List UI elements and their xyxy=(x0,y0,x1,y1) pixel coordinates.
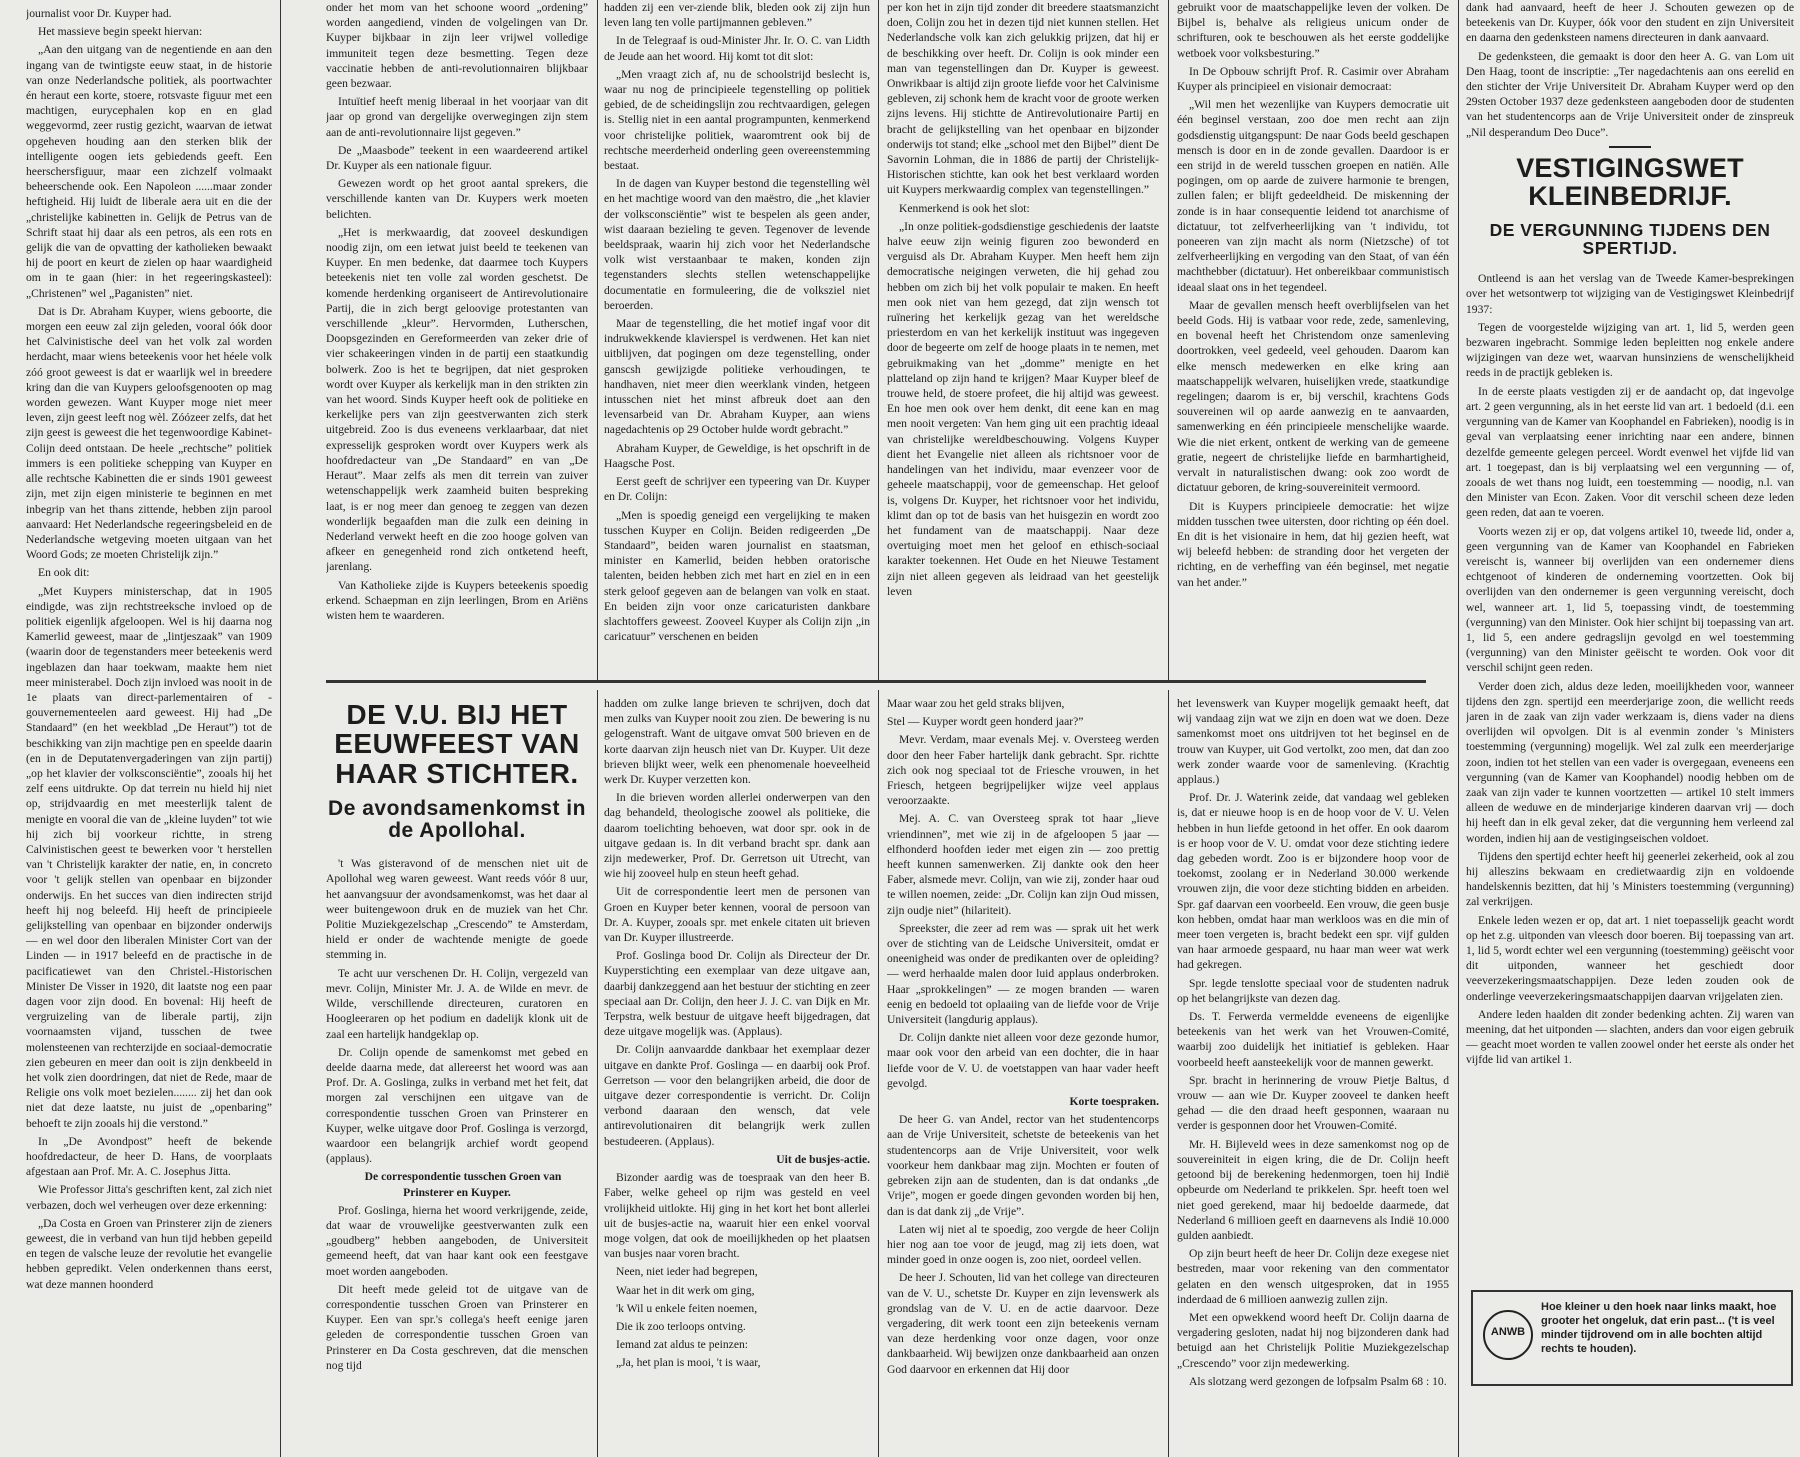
paragraph: 't Was gisteravond of de menschen niet uit de Apollohal weg waren geweest. Want reeds vóór 8 uur, het aanvangsuur der avondsamenkomst, was het daar al weer buitengewoon druk en de muziek van het Chr. Politie Muziekgezelschap „Crescendo” te Amsterdam, hield er onder de wachtende menigte de goede stemming in. xyxy=(326,857,588,962)
paragraph: hadden om zulke lange brieven te schrijven, doch dat men zulks van Kuyper nooit zou zien. De bewering is nu gelogenstraft. Want de uitgave omvat 500 brieven en de korte daarvan zijn heusch niet van Dr. Kuyper. Uit deze brieven blijkt weer, welk een phenomenale hoeveelheid werk Dr. Kuyper verzetten kon. xyxy=(604,697,870,787)
article-title: VESTIGINGSWET KLEINBEDRIJF. xyxy=(1516,152,1744,212)
paragraph: journalist voor Dr. Kuyper had. xyxy=(26,7,172,20)
paragraph: „In onze politiek-godsdienstige geschiedenis der laatste halve eeuw zijn weinig figuren zoo bewonderd en verguisd als Dr. Abraham Kuyper. Men heeft hem zijn democratische neigingen verweten, die hij gehad zou hebben om zich bij het volk populair te maken. En heeft men ook niet van hem gezegd, dat zijn wensch tot ruïnering het kerkelijk gezag van het wereldsche priesterdom en van het kerkelijk instituut was ingegeven door de begeerte om zelf de hooge plaats in te nemen, met gebruikmaking van het „domme” menigte en het platteland op zijn hand te krijgen? Maar Kuyper bleef de trouwe held, de stoere profeet, die hij altijd was geweest. En hoe men ook over hem denkt, dit eene kan en mag men nooit vergeten: Van hem ging uit een prachtig ideaal van christelijke wereldbeschouwing. Volgens Kuyper dient het Evangelie niet alleen als richtsnoer voor de handelingen van het individu, maar evenzeer voor de geheele maatschappij, voor de gemeenschap. Het geloof is, volgens Dr. Kuyper, het richtsnoer voor het individu, klimt dan op tot de basis van het huisgezin en wordt zoo het fundament van de maatschappij. Naar deze overtuiging moet men het geloof en ethisch-sociaal karakter toekennen. Het Oude en het Nieuwe Testament zijn niet alleen gegeven als leidraad van het geestelijk leven xyxy=(887,219,1159,598)
paragraph: Spr. legde tenslotte speciaal voor de studenten nadruk op het belangrijkste van dezen dag. xyxy=(1177,976,1449,1005)
paragraph: Voorts wezen zij er op, dat volgens artikel 10, tweede lid, onder a, geen vergunning van de Kamer van Koophandel en Fabrieken vereischt is, wanneer bij overlijden van een ondernemer diens echtgenoot of kinderen de onderneming voortzetten. Ook bij overlijden van den ondernemer is geen vergunning vereischt, doch wel, wanneer art. 1, lid 5, toepassing vindt, de toestemming (vergunning) van den Minister. Ook hier schijnt bij toepassing van art. 1, lid 5, een andere gedragslijn gevolgd en wel toestemming (vergunning) van den Minister geëischt te worden. Ook voor dit verschil schijnt geen reden. xyxy=(1466,524,1794,675)
paragraph: Andere leden haalden dit zonder bedenking achten. Zij waren van meening, dat het uitponden — slachten, anders dan voor eigen gebruik — geacht moet worden te vallen zoowel onder het eerste als onder het vijfde lid van artikel 1. xyxy=(1466,1007,1794,1067)
verse-line: Die ik zoo terloops ontving. xyxy=(616,1319,746,1333)
section-divider xyxy=(326,680,1426,683)
paragraph: Als slotzang werd gezongen de lofpsalm Psalm 68 : 10. xyxy=(1189,1374,1447,1388)
vu-article-column-1 xyxy=(326,696,588,1451)
verse-line: Stel — Kuyper wordt geen honderd jaar?” xyxy=(887,715,1084,729)
column-6 xyxy=(1466,0,1794,1282)
paragraph: Eerst geeft de schrijver een typeering van Dr. Kuyper en Dr. Colijn: xyxy=(604,475,870,504)
paragraph: Dr. Colijn aanvaardde dankbaar het exemplaar dezer uitgave en dankte Prof. Goslinga — en daarbij ook Prof. Gerretson — voor den belangrijken arbeid, die door de uitgave dezer correspondentie is verricht. Dr. Colijn verbond daaraan den wensch, dat vele antirevolutionairen dit belangrijk werk zullen bestudeeren. (Applaus). xyxy=(604,1043,870,1148)
section-heading: De correspondentie tusschen Groen van Prinsterer en Kuyper. xyxy=(364,1170,562,1199)
paragraph: dank had aanvaard, heeft de heer J. Schouten gewezen op de beteekenis van Dr. Kuyper, óók voor den student en zijn Universiteit en daarna den gedenksteen namens directeuren in dank aanvaard. xyxy=(1466,1,1794,45)
paragraph: In de eerste plaats vestigden zij er de aandacht op, dat ingevolge art. 2 geen vergunning, als in het eerste lid van art. 1 bedoeld (d.i. een vergunning van de Kamer van Koophandel en Fabrieken), noodig is in geval van verplaatsing eener inrichting naar een andere, binnen dezelfde gemeente gelegen perceel. Wordt evenwel het vijfde lid van art. 1 toegepast, dan is bij verplaatsing wel een vergunning — of, zooals de wet thans nog luidt, een toestemming — noodig, n.l. van den Minister van Econ. Zaken. Voor dit verschil scheen deze leden geen reden, dat aan te voeren. xyxy=(1466,384,1794,520)
paragraph: Verder doen zich, aldus deze leden, moeilijkheden voor, wanneer tijdens den zgn. spertijd een meerderjarige zoon, die wellicht reeds jaren in de zaak van zijn vader werkzaam is, diens vader na diens overlijden wil opvolgen. Dit is al evenmin zonder 's Ministers toestemming (vergunning) mogelijk. Wel zal zulk een meerderjarige zoon, indien tot het stellen van een vader is overgegaan, eveneens een vergunning (van de Kamer van Koophandel) noodig hebben om de zaak van zijn vader te kunnen voortzetten — artikel 10 stelt immers alleen de weduwe en de minderjarige kinderen daarvan vrij — doch hij heeft dan in elk geval zeker, dat die vergunning hem verleend zal worden, indien hij aan de vestigingseischen voldoet. xyxy=(1466,679,1794,845)
paragraph: Dr. Colijn dankte niet alleen voor deze gezonde humor, maar ook voor den arbeid van een dochter, die in haar liefde voor de V. U. de voetstappen van haar vader heeft gevolgd. xyxy=(887,1031,1159,1090)
paragraph: De heer J. Schouten, lid van het college van directeuren van de V. U., schetste Dr. Kuyper en zijn levenswerk als grondslag van de V. U. en de actie daarvoor. Deze vergadering, dit werk toont een zijn beteekenis vernam van deze herdenking voor onze dagen, voor onze dankbaarheid. Wij bewijzen onze dankbaarheid aan onzen God daarvoor en erkennen dat Hij door xyxy=(887,1271,1159,1376)
paragraph: Tijdens den spertijd echter heeft hij geenerlei zekerheid, ook al zou hij alleszins bekwaam en credietwaardig zijn en voldoende handelskennis bezitten, dat hij 's Ministers toestemming (vergunning) zal verkrijgen. xyxy=(1466,849,1794,909)
paragraph: In de dagen van Kuyper bestond die tegenstelling wèl en het machtige woord van den maëstro, die „het klavier der volksconsciëntie” wist te bespelen als geen ander, wist daaraan bezieling te geven. Tegenover de levende beeldspraak, waarin hij zich voor het Nederlandsche volk wist verstaanbaar te maken, konden zijn tegenstanders slechts stellen wetenschappelijke documentatie en formuleering, die de volksziel niet beroerden. xyxy=(604,177,870,312)
paragraph: Maar de gevallen mensch heeft overblijfselen van het beeld Gods. Hij is vatbaar voor rede, zede, samenleving, en bovenal heeft het Christendom onze samenleving doortrokken, veel gedeeld, veel gehouden. Daarom kan elke mensch medewerken en elke kring aan maatschappelijk welvaren, huiselijken vrede, staatkundige regelingen; daarom is er, bij verschil, krachtens Gods souvereinen wil op aarde aanwezig en te aanvaarden, samenwerking en één principieele menschelijke waarde. Wie die niet erkent, ontkent de werking van de gemeene gratie, negeert de christelijke liefde en barmhartigheid, vervalt in naturalistischen dwang: ook zoo wordt de dictatuur geboren, de kring-souvereiniteit vermoord. xyxy=(1177,298,1449,495)
paragraph: onder het mom van het schoone woord „ordening” worden aangediend, vinden de volgelingen van Dr. Kuyper bijkbaar in zijn leer vrijwel volledige immuniteit tegen deze besmetting. Tegen deze vaccinatie hebben de anti-revolutionnairen blijkbaar geen bezwaar. xyxy=(326,1,588,91)
anwb-logo-icon xyxy=(1483,1310,1533,1360)
paragraph: Ds. T. Ferwerda vermeldde eveneens de eigenlijke beteekenis van het werk van het Vrouwen-Comité, waarbij zoo duidelijk het initiatief is gebleken. Haar voorbeeld heeft aansteekelijk voor de mannen gewerkt. xyxy=(1177,1010,1449,1069)
column-5-top xyxy=(1177,0,1449,676)
section-heading: Korte toespraken. xyxy=(1069,1095,1159,1109)
paragraph: Mr. H. Bijleveld wees in deze samenkomst nog op de souvereiniteit in eigen kring, die de Dr. Colijn heeft getoond bij de berekening hedenmorgen, toen hij Indië opbeurde om Nederland te prikkelen. Spr. heeft toen wel niet goed gerekend, maar hij bedoelde daarmede, dat Nederland 6 millioen geeft en daarnevens als Indië 10.000 gulden aanbiedt. xyxy=(1177,1137,1449,1242)
paragraph: Intuïtief heeft menig liberaal in het voorjaar van dit jaar op grond van dergelijke overwegingen zijn stem aan de anti-revolutionnaire lijst gegeven.” xyxy=(326,95,588,139)
paragraph: Ontleend is aan het verslag van de Tweede Kamer-besprekingen over het wetsontwerp tot wijziging van de Vestigingswet Kleinbedrijf 1937: xyxy=(1466,272,1794,316)
paragraph: Prof. Goslinga bood Dr. Colijn als Directeur der Dr. Kuyperstichting een exemplaar van deze uitgave aan, daarbij dankzeggend aan het bestuur der stichting en zeer speciaal aan Dr. Colijn, den heer J. J. C. van Dijk en Mr. Terpstra, welk bestuur de uitgave heeft bijgedragen, dat deze uitgave mogelijk was. (Applaus). xyxy=(604,949,870,1039)
paragraph: Kenmerkend is ook het slot: xyxy=(899,201,1030,215)
paragraph: Spr. bracht in herinnering de vrouw Pietje Baltus, d vrouw — aan wie Dr. Kuyper zooveel te danken heeft gehad — die den draad heeft gesponnen, waaraan nu verder is gesponnen door het Vrouwen-Comité. xyxy=(1177,1073,1449,1133)
paragraph: En ook dit: xyxy=(38,566,90,580)
paragraph: Van Katholieke zijde is Kuypers beteekenis spoedig erkend. Schaepman en zijn leerlingen, Brom en Ariëns wisten hem te waarderen. xyxy=(326,578,588,622)
paragraph: Mevr. Verdam, maar evenals Mej. v. Oversteeg werden door den heer Faber hartelijk dank gebracht. Spr. richtte zich ook nog speciaal tot de Friesche vrouwen, in het Friesch, hetgeen begrijpelijker wijze veel applaus veroorzaakte. xyxy=(887,733,1159,808)
column-2-top xyxy=(326,0,588,676)
advertisement-box xyxy=(1471,1290,1793,1386)
column-1 xyxy=(26,6,272,1446)
paragraph: Tegen de voorgestelde wijziging van art. 1, lid 5, werden geen bezwaren ingebracht. Sommige leden bepleitten nog enkele andere wijzigingen van deze wet, waarvan hunsinziens de wenschelijkheid reeds in de practijk gebleken is. xyxy=(1466,320,1794,380)
article-subtitle: DE VERGUNNING TIJDENS DEN SPERTIJD. xyxy=(1489,219,1771,258)
column-rule xyxy=(1168,0,1169,680)
paragraph: „Het is merkwaardig, dat zooveel deskundigen noodig zijn, om een ietwat juist beeld te teekenen van Kuyper. En men bedenke, dat daarmee toch Kuypers beteekenis niet ten volle zal worden geschetst. De komende herdenking organiseert de Antirevolutionaire Partij, die in zich bergt geloovige protestanten van verschillende „kleur”. Hervormden, Lutherschen, Doopsgezinden en Gereformeerden van zeker drie of vier schakeeringen vinden in de partij een staatkundig bolwerk. Zoo is het te begrijpen, dat niet gesproken wordt over Kuyper als kerkelijk man in den strikten zin van het woord. Sinds Kuyper heeft ook de politieke en kerkelijke pers van zijn geestverwanten zich sterk uitgebreid. Zoo is dus eveneens verklaarbaar, dat niet expresselijk gesproken wordt over Kuypers werk als hoofdredacteur van „De Standaard” en van „De Heraut”. Maar zelfs als men dit terrein van zuiver wetenschappelijk werk zaamheid buiten bespreking laat, is er nog meer dan genoeg te zeggen van dezen wonderlijk begaafden man die zulk een deining in Nederland verwekt heeft en die zoo hooge golven van afkeer en genegenheid rond zich ontketend heeft, jarenlang. xyxy=(326,225,588,574)
paragraph: De „Maasbode” teekent in een waardeerend artikel Dr. Kuyper als een nationale figuur. xyxy=(326,143,588,173)
paragraph: Dit is Kuypers principieele democratie: het wijze midden tusschen twee uitersten, door richting op één doel. En dit is het visionaire in hem, dat hij gezien heeft, wat wij beleefd hebben: de stranding door het vergeten der richting, en de verheffing van één beginsel, met negatie van het ander.” xyxy=(1177,499,1449,589)
paragraph: Dat is Dr. Abraham Kuyper, wiens geboorte, die morgen een eeuw zal zijn geleden, vooral óók door het Calvinistische deel van het volk zal worden herdacht, maar wiens beteekenis voor het héele volk zóó groot geweest is dat er waarlijk wel in breedere kring dan die van Kuypers geloofsgenooten op mag worden gewezen. Want Kuyper moge niet meer leven, zijn geest leeft nog wèl. Zóózeer zelfs, dat het zijn geest is geweest die het tegenwoordige Kabinet-Colijn deed ontstaan. De heele „rechtsche” politiek immers is een politieke schepping van Kuyper en alle rechtsche Kabinetten die er sinds 1901 geweest zijn, met zijn eigen ministerie te beginnen en met inbegrip van het thans zittende, hebben zijn parool aanvaard: Het Nederlandsche regeeringsbeleid en de Nederlandsche wetgeving moeten uitgaan van het Woord Gods; ze moeten Christelijk zijn.” xyxy=(26,304,272,562)
column-3-top xyxy=(604,0,870,676)
paragraph: Bizonder aardig was de toespraak van den heer B. Faber, welke geheel op rijm was gesteld en veel vrolijkheid uitlokte. Hij ging in het kort het bont allerlei uit de busjes-actie na, waaruit hier een enkel voorval moge volgen, dat ook de moeilijkheden op het plaatsen van busjes naar voren bracht. xyxy=(604,1171,870,1261)
paragraph: In De Opbouw schrijft Prof. R. Casimir over Abraham Kuyper als principieel en visionair democraat: xyxy=(1177,64,1449,94)
paragraph: Dr. Colijn opende de samenkomst met gebed en deelde daarna mede, dat allereerst het woord was aan Prof. Dr. A. Goslinga, zulks in verband met het feit, dat morgen zal verschijnen een uitgave van de correspondentie tusschen Groen van Prinsterer en Kuyper, welke uitgave door Prof. Goslinga is verzorgd, waardoor een belangrijk archief wordt geopend (applaus). xyxy=(326,1045,588,1166)
column-rule xyxy=(597,690,598,1457)
paragraph: De heer G. van Andel, rector van het studentencorps aan de Vrije Universiteit, schetste de beteekenis van het studentencorps aan de Vrije Universiteit, voor welk voorkeur hem dankbaar mag zijn. Mochten er fouten of gebreken zijn aan de studenten, dan is dat ondanks „de Vrije”, mogen er goede dingen gevonden worden bij hen, dan is dat dank zij „de Vrije”. xyxy=(887,1113,1159,1218)
paragraph: Abraham Kuyper, de Geweldige, is het opschrift in de Haagsche Post. xyxy=(604,441,870,470)
paragraph: Wie Professor Jitta's geschriften kent, zal zich niet verbazen, doch wel verheugen over deze erkenning: xyxy=(26,1183,272,1212)
article-title: DE V.U. BIJ HET EEUWFEEST VAN HAAR STICHTER. xyxy=(334,699,580,789)
paragraph: per kon het in zijn tijd zonder dit breedere staatsmanzicht doen, Colijn zou het in dezen tijd niet kunnen stellen. Het Nederlandsche volk kan zich gelukkig prijzen, dat hij er de beschikking over heeft. Dr. Colijn is ook minder een man van tegenstellingen dan Dr. Kuyper is geweest. Onwrikbaar is altijd zijn groote liefde voor het Calvinisme gebleven, zij schonk hem de kracht voor de groote werken zijns levens. Hij stichtte de Antirevolutionaire Partij en bracht de gelijkstelling van het openbaar en bijzonder onderwijs tot stand; elke „school met den Bijbel” dient De Savornin Lohman, die in 1886 de partij der Christelijk-Historischen stichtte, kan ook het best verklaard worden uit Kuypers merkwaardig complex van tegenstellingen.” xyxy=(887,1,1159,197)
vu-article-column-4 xyxy=(1177,696,1449,1451)
paragraph: „Men is spoedig geneigd een vergelijking te maken tusschen Kuyper en Colijn. Beiden redigeerden „De Standaard”, beiden waren journalist en staatsman, minister en Kamerlid, beiden hebben oratorische talenten, beiden hebben zich met hart en ziel en in een sterk geloof gegeven aan de belangen van volk en staat. En beiden zijn voor onze caricaturisten dankbare slachtoffers geweest. Zooveel Kuyper als Colijn zijn „in caricatuur” verschenen en beiden xyxy=(604,508,870,644)
paragraph: Prof. Dr. J. Waterink zeide, dat vandaag wel gebleken is, dat er nieuwe hoop is en de hoop voor de V. U. Velen hebben in hun liefde getoond in het offer. En ook daarom is er hoop voor de V. U. omdat voor deze stichting iedere dag gebeden wordt. Zoo is er bijzondere hoop voor de toekomst, zoolang er in Nederland 30.000 werkende vrouwen zijn, die voor deze stichting bidden en arbeiden. Spr. gaf daarvan een voorbeeld. Een vrouw, die geen busje kon hebben, omdat haar man werkloos was en die min of meer toen vergeten is, bracht bedekt een spr. vijf gulden van haar armoede gespaard, nu haar man weer wat werk had gekregen. xyxy=(1177,791,1449,972)
verse-line: 'k Wil u enkele feiten noemen, xyxy=(616,1301,758,1315)
column-rule xyxy=(597,0,598,680)
divider xyxy=(1609,146,1651,148)
paragraph: Mej. A. C. van Oversteeg sprak tot haar „lieve vriendinnen”, met wie zij in de afgeloopen 5 jaar — elfhonderd hoofden ieder met eigen zin — zoo prettig heeft kunnen samenwerken. Zij dankte ook den heer Faber, alsmede mevr. Colijn, van wie zij, zonder haar oud te willen noemen, zeide: „Dr. Colijn kan zijn Oud missen, zijn oudje niet” (hilariteit). xyxy=(887,812,1159,917)
verse-line: Maar waar zou het geld straks blijven, xyxy=(887,697,1065,710)
verse-line: Waar het in dit werk om ging, xyxy=(616,1283,755,1297)
paragraph: Gewezen wordt op het groot aantal sprekers, die verschillende kanten van Dr. Kuypers werk moeten belichten. xyxy=(326,177,588,221)
verse-line: Iemand zat aldus te peinzen: xyxy=(616,1338,748,1352)
paragraph: gebruikt voor de maatschappelijke leven der volken. De Bijbel is, behalve als religieus unicum onder de schrifturen, ook te beschouwen als het eerste goddelijke wetboek voor volksbesturing.” xyxy=(1177,1,1449,60)
paragraph: Neen, niet ieder had begrepen, xyxy=(616,1265,758,1279)
paragraph: In de Telegraaf is oud-Minister Jhr. Ir. O. C. van Lidth de Jeude aan het woord. Hij komt tot dit slot: xyxy=(604,34,870,63)
paragraph: hadden zij een ver-ziende blik, bleden ook zij zijn hun leven lang ten volle partijmannen gebleven.” xyxy=(604,1,870,30)
column-rule xyxy=(878,0,879,680)
paragraph: In die brieven worden allerlei onderwerpen van den dag behandeld, theologische zoowel als politieke, die daarom toelichting behoeven, wat door spr. ook in de uitgave gedaan is. In dit verband bracht spr. dank aan zijn medewerker, Prof. Dr. Gerretson uit Utrecht, van wie hij zooveel hulp en steun heeft gehad. xyxy=(604,791,870,881)
paragraph: Op zijn beurt heeft de heer Dr. Colijn deze exegese niet bestreden, maar voor rekening van den commentator gelaten en den wensch uitgesproken, dat in 1955 inderdaad de 6 millioen aanwezig zullen zijn. xyxy=(1177,1247,1449,1306)
paragraph: Dit heeft mede geleid tot de uitgave van de correspondentie tusschen Groen van Prinsterer en Kuyper. Een van spr.'s collega's heeft eenige jaren geleden de correspondentie tusschen Groen van Prinsterer en Da Costa geschreven, dat die menschen nog tijd xyxy=(326,1282,588,1372)
column-rule xyxy=(1458,0,1459,1457)
paragraph: Laten wij niet al te spoedig, zoo vergde de heer Colijn hier nog aan toe voor de jeugd, mag zij iets doen, wat minder goed in onze oogen is, zoo niet, oordeel vellen. xyxy=(887,1222,1159,1267)
vu-article-column-3 xyxy=(887,696,1159,1451)
paragraph: Het massieve begin speekt hiervan: xyxy=(38,25,203,39)
paragraph: Uit de correspondentie leert men de personen van Groen en Kuyper beter kennen, vooral de persoon van Dr. A. Kuyper, zooals spr. met enkele citaten uit brieven van Dr. Kuyper illustreerde. xyxy=(604,885,870,945)
paragraph: De gedenksteen, die gemaakt is door den heer A. G. van Lom uit Den Haag, toont de inscriptie: „Ter nagedachtenis aan ons eerelid en den stichter der Vrije Universiteit Dr. Abraham Kuyper werd op den 29sten October 1937 deze gedenksteen aangeboden door de studenten van het studentencorps aan de Vrije Universiteit onder de zinspreuk „Nil desperandum Deo Duce”. xyxy=(1466,49,1794,139)
column-rule xyxy=(1168,690,1169,1457)
paragraph: „Met Kuypers ministerschap, dat in 1905 eindigde, was zijn rechtstreeksche invloed op de politiek eigenlijk afgeloopen. Wel is hij daarna nog Kamerlid geweest, maar de „lintjeszaak” van 1909 (waarin door de tegenstanders meer beteekenis werd ingeblazen dan haar toekwam, maakte hem niet meer ministerabel. Doch zijn invloed was nooit in de 1e plaats van direct-parlementairen of -gouvernementeelen aard geweest. Hij had „De Standaard” (en het weekblad „De Heraut”) tot de beschikking van zijn machtige pen en speelde daarin (en in de Deputatenvergaderingen van zijn partij) „op het klavier der volksconsciëntie”, zooals hij het zelf eens uitdrukte. Op dat terrein nu hield hij niet op, strijdvaardig en met meesterlijk talent de menigte en vooral die van de „kleine luyden” tot wie hij zich bij voorkeur richtte, in streng Calvinistischen geest te bewerken voor 't herstellen van 't Christelijk karakter der natie, en, in concreto voor 't gelijk stellen van openbaar en bijzonder onderwijs. En het succes van dien indirecten strijd heeft hij nog beleefd. Hij heeft de principieele gelijkstelling van openbaar en bijzonder onderwijs — en wel door den liberalen Minister Cort van der Linden — in 1917 beleefd en de practische in de pacificatiewet van den Christel.-Historischen Minister De Visser in 1920, dit laatste nog een paar dagen voor zijn dood. En bovenal: Hij heeft de vergruizeling van de liberale partij, zijn voornaamsten vijand, tusschen de twee molensteenen van rechterzijde en sociaal-democratie zien gebeuren en meer dan ooit is zijn denkbeeld in het volk zien doordringen, dat niet de Rede, maar de Religie ons volk moet bezielen........ zij het dan ook niet dat deze laatste, nu juist de „openbaring” behoeft te zijn zooals hij die verstond.” xyxy=(26,584,272,1130)
logo-text: ANWB xyxy=(1490,1326,1526,1338)
paragraph: Maar de tegenstelling, die het motief ingaf voor dit indrukwekkende klavierspel is verdwenen. Het kan niet uitblijven, dat pogingen om deze tegenstelling, onder ganscsh gewijzigde politieke verhoudingen, te handhaven, niet meer dien weerklank vinden, hetgeen intusschen niet het minst afbreuk doet aan den levensarbeid van Dr. Abraham Kuyper, aan wiens nagedachtenis op 29 October hulde wordt gebracht.” xyxy=(604,317,870,437)
paragraph: Prof. Goslinga, hierna het woord verkrijgende, zeide, dat waar de vrouwelijke geestverwanten zulk een „goudberg” hebben aangeboden, de Universiteit gemeend heeft, dat van haar kant ook een feestgave moet worden aangeboden. xyxy=(326,1203,588,1278)
paragraph: „Aan den uitgang van de negentiende en aan den ingang van de twintigste eeuw staat, in de historie van onze Nederlandsche politiek, als poortwachter én heraut een korte, stoere, rotsvaste figuur met een machtigen, eurycephalen kop en en glad weggevormd, zeer rustig gezicht, waarvan de ietwat opgeheven houding aan den sterken blik der intelligente oogen iets gebiedends geeft. Een heerschersfiguur, maar een zichzelf volmaakt beheerschende ook. Een Napoleon ......maar zonder heftigheid. Hij luidt de liberale aera uit en die der „christelijke kabinetten in. Gelijk de Petrus van de Schrift staat hij daar als een petros, als een rots en gelijk die van de opvatting der katholieken bewaakt hij de poort en keurt de zielen op haar waardigheid om in te gaan (hier: in het regeeringskasteel): „Christenen” wel „Paganisten” niet. xyxy=(26,43,272,300)
paragraph: In „De Avondpost” heeft de bekende hoofdredacteur, de heer D. Hans, de voorplaats afgestaan aan Prof. Mr. A. C. Josephus Jitta. xyxy=(26,1134,272,1179)
advertisement-text: Hoe kleiner u den hoek naar links maakt, hoe grooter het ongeluk, dat erin past... ('t is veel minder tijdrovend om in alle bochten altijd rechts te houden). xyxy=(1541,1301,1777,1355)
article-subtitle: De avondsamenkomst in de Apollohal. xyxy=(328,797,586,843)
paragraph: „Da Costa en Groen van Prinsterer zijn de zieners geweest, die in verband van hun tijd hebben gepeild en tegen de valsche leuze der revolutie het evangelie hebben gepredikt. Velen onderkennen thans eerst, wat deze mannen hoonderd xyxy=(26,1216,272,1291)
paragraph: Met een opwekkend woord heeft Dr. Colijn daarna de vergadering gesloten, nadat hij nog bijzonderen dank had betuigd aan het Christelijk Politie Muziekgezelschap „Crescendo” voor zijn medewerking. xyxy=(1177,1310,1449,1370)
paragraph: Spreekster, die zeer ad rem was — sprak uit het werk over de stichting van de Leidsche Universiteit, omdat er oneenigheid was onder de predikanten over de opleiding? — werd herhaalde malen door luid applaus onderbroken. Haar „sprokkelingen” — ze mogen branden — waren eenig en bedoeld tot oplaaiing van de liefde voor de Vrije Universiteit (langdurig applaus). xyxy=(887,921,1159,1027)
column-4-top xyxy=(887,0,1159,676)
paragraph: Te acht uur verschenen Dr. H. Colijn, vergezeld van mevr. Colijn, Minister Mr. J. A. de Wilde en mevr. de Wilde, verschillende directeuren, curatoren en Hoogleeraren op het podium en dadelijk klonk uit de zaal een hartelijk handgeklap op. xyxy=(326,966,588,1041)
column-rule xyxy=(878,690,879,1457)
section-heading: Uit de busjes-actie. xyxy=(776,1152,870,1166)
column-rule xyxy=(280,0,281,1457)
paragraph: het levenswerk van Kuyper mogelijk gemaakt heeft, dat wij vandaag zijn wat we zijn en doen wat we doen. Deze samenkomst moet ons uitdrijven tot het beginsel en de trouw van Kuyper, uit God vertolkt, zoo men, dat dan zoo werk zonder waarde voor de samenleving. (Krachtig applaus.) xyxy=(1177,697,1449,787)
paragraph: „Men vraagt zich af, nu de schoolstrijd beslecht is, waar nu nog de principieele tegenstelling op politiek gebied, de de scheidingslijn zou rechtvaardigen, gelegen is. Stellig niet in een aantal programpunten, kenmerkend voor christelijke politiek, waaromtrent ook bij de rechtsche meerderheid onderling geen overeenstemming bestaat. xyxy=(604,67,870,173)
verse-line: „Ja, het plan is mooi, 't is waar, xyxy=(616,1356,761,1370)
paragraph: Enkele leden wezen er op, dat art. 1 niet toepasselijk geacht wordt op het z.g. uitponden van vleesch door boeren. Bij toepassing van art. 1, lid 5, wordt echter wel een vergunning (toestemming) geëischt voor dit uitponden, wanneer het geschiedt door veeverzekeringsmaatschappijen. Deze leden zouden ook de onderlinge veeverzekeringsmaatschappijen daarvan vrijgelaten zien. xyxy=(1466,913,1794,1003)
paragraph: „Wil men het wezenlijke van Kuypers democratie uit één beginsel verstaan, zoo doe men recht aan zijn godsdienstig uitgangspunt: De naar Gods beeld geschapen mensch is door en in de zonde gevallen. Daardoor is er een strijd in de wereld tusschen groepen en natiën. Alle pogingen, om op aarde de zuivere harmonie te brengen, zullen falen; er blijft gedeeldheid. De miskenning der zonde is in haar consequentie leidend tot anarchisme of dictatuur, tot zelfverheerlijking van 't individu, tot poneeren van zijn macht als norm (Nietzsche) of tot zelfverheerlijking en vergoding van den Staat, of van één machthebber (dictatuur). Het onbereikbaar communistisch ideaal slaat ons in het tegendeel. xyxy=(1177,98,1449,294)
vu-article-column-2 xyxy=(604,696,870,1451)
